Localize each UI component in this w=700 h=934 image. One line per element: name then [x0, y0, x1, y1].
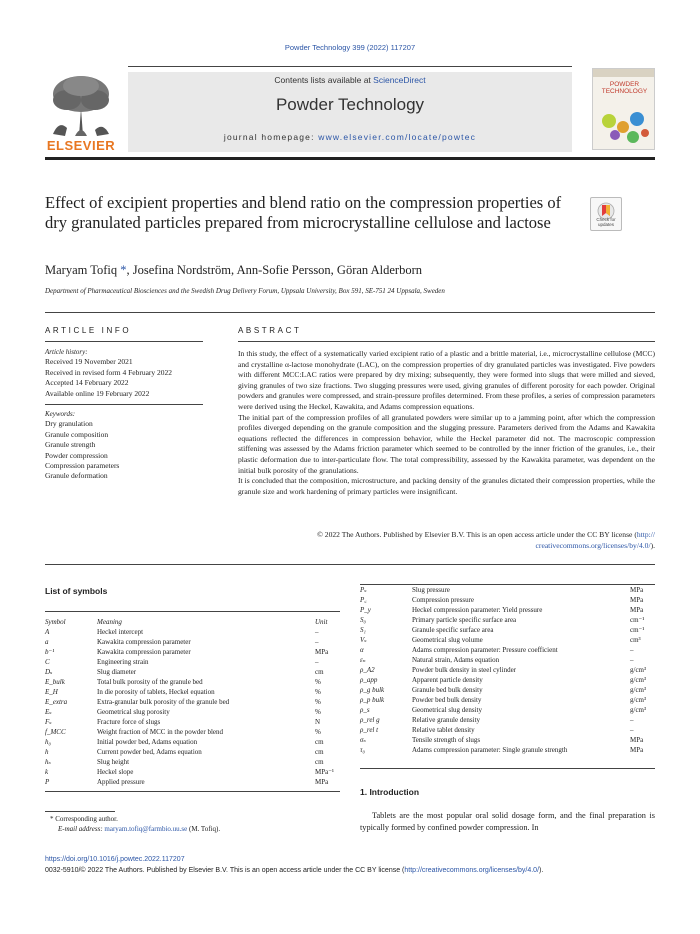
author-list [45, 263, 422, 278]
meaning-cell: Geometrical slug porosity [97, 708, 170, 716]
symbol-cell: ρ_A2 [360, 666, 375, 674]
unit-cell: % [315, 698, 321, 706]
header-bottom-rule [45, 157, 655, 160]
symbols-bottom-rule [45, 791, 340, 792]
elsevier-wordmark: ELSEVIER [46, 138, 116, 153]
symbol-cell: P_y [360, 606, 371, 614]
unit-cell: % [315, 728, 321, 736]
journal-name: Powder Technology [275, 95, 425, 114]
unit-cell: MPa [315, 648, 329, 656]
unit-cell: g/cm³ [630, 706, 647, 714]
meaning-cell: Current powder bed, Adams equation [97, 748, 202, 756]
symbol-cell: σₛ [360, 736, 366, 744]
corresponding-note: * Corresponding author. [50, 815, 118, 823]
symbol-cell: ρ_p bulk [360, 696, 385, 704]
section-divider [45, 312, 655, 313]
symbol-row [45, 707, 340, 717]
keywords-label: Keywords: [45, 410, 76, 418]
unit-cell: cm [315, 738, 324, 746]
unit-cell: – [315, 638, 319, 646]
symbol-row [45, 687, 340, 697]
unit-cell: cm⁻¹ [630, 626, 645, 634]
symbol-cell: τ₀ [360, 746, 365, 754]
meaning-cell: Powder bulk density in steel cylinder [412, 666, 517, 674]
unit-cell: g/cm³ [630, 676, 647, 684]
symbol-row [360, 615, 655, 625]
article-info-rule [45, 341, 203, 342]
symbol-row [45, 667, 340, 677]
symbol-cell: P [45, 778, 50, 786]
symbol-cell: hₛ [45, 758, 51, 766]
keyword: Granule composition [45, 429, 109, 439]
meaning-cell: Relative granule density [412, 716, 481, 724]
keywords-rule [45, 404, 203, 405]
symbol-row [45, 637, 340, 647]
meaning-cell: Adams compression parameter: Pressure coefficient [412, 646, 558, 654]
symbol-row [360, 595, 655, 605]
meaning-cell: Initial powder bed, Adams equation [97, 738, 198, 746]
meaning-cell: Weight fraction of MCC in the powder blend [97, 728, 223, 736]
keywords-list [45, 409, 203, 482]
symbol-cell: h [45, 748, 49, 756]
symbol-row [45, 657, 340, 667]
unit-cell: MPa [630, 586, 644, 594]
meaning-cell: Primary particle specific surface area [412, 616, 517, 624]
meaning-cell: Adams compression parameter: Single granule strength [412, 746, 568, 754]
symbol-cell: a [45, 638, 49, 646]
symbol-cell: Pₛ [360, 586, 367, 594]
keyword: Compression parameters [45, 461, 120, 471]
symbol-cell: E_bulk [45, 678, 65, 686]
sciencedirect-link[interactable]: ScienceDirect [373, 75, 426, 85]
unit-cell: g/cm³ [630, 666, 647, 674]
symbol-row [360, 715, 655, 725]
symbol-row [45, 727, 340, 737]
symbol-row [45, 677, 340, 687]
corresponding-author-mark[interactable]: * [120, 263, 127, 277]
author-name[interactable]: Maryam Tofiq [45, 263, 121, 277]
symbol-row [360, 745, 655, 755]
symbol-row [360, 665, 655, 675]
unit-cell: % [315, 708, 321, 716]
symbol-cell: ρ_s [360, 706, 370, 714]
meaning-cell: Applied pressure [97, 778, 145, 786]
contents-line: Contents lists available at ScienceDirect [274, 75, 426, 85]
symbols-right-bottom-rule [360, 768, 655, 769]
symbol-cell: E_H [45, 688, 58, 696]
symbol-cell: C [45, 658, 50, 666]
symbol-row [360, 705, 655, 715]
meaning-cell: In die porosity of tablets, Heckel equation [97, 688, 215, 696]
column-header: Meaning [97, 618, 122, 626]
symbol-row [45, 717, 340, 727]
affiliation: Department of Pharmaceutical Biosciences and the Swedish Drug Delivery Forum, Uppsala University, Box 591, SE-751 24 Uppsala, Sweden [45, 287, 445, 295]
meaning-cell: Slug diameter [97, 668, 137, 676]
unit-cell: – [630, 656, 634, 664]
check-updates-label: Check for updates [596, 217, 616, 227]
unit-cell: MPa [630, 596, 644, 604]
header-top-rule [128, 66, 572, 67]
symbol-row [360, 585, 655, 595]
unit-cell: MPa [630, 606, 644, 614]
unit-cell: cm [315, 748, 324, 756]
history-label: Article history: [45, 348, 88, 356]
introduction-text: Tablets are the most popular oral solid dosage form, and the final preparation is typically formed by confined powder compression. In [360, 811, 655, 832]
meaning-cell: Relative tablet density [412, 726, 475, 734]
unit-cell: cm⁻¹ [630, 616, 645, 624]
symbol-row [45, 757, 340, 767]
symbols-table-left [45, 617, 340, 787]
abstract-rule [238, 341, 655, 342]
footnote-rule [45, 811, 115, 812]
symbol-cell: Fₛ [45, 718, 52, 726]
unit-cell: MPa⁻¹ [315, 768, 335, 776]
meaning-cell: Kawakita compression parameter [97, 648, 191, 656]
symbol-cell: ρ_app [360, 676, 378, 684]
unit-cell: MPa [315, 778, 329, 786]
abstract-bottom-rule [45, 564, 655, 565]
symbol-cell: Vₛ [360, 636, 367, 644]
journal-header [128, 72, 572, 152]
abstract-heading: ABSTRACT [238, 326, 302, 335]
symbol-row [360, 735, 655, 745]
symbol-row [45, 747, 340, 757]
symbol-cell: S₁ [360, 626, 366, 634]
unit-cell: % [315, 688, 321, 696]
article-history [45, 347, 203, 399]
symbol-cell: A [45, 628, 50, 636]
symbol-row [360, 685, 655, 695]
symbol-row [45, 767, 340, 777]
journal-cover-image[interactable] [592, 68, 655, 150]
column-header: Symbol [45, 618, 66, 626]
symbol-row [45, 647, 340, 657]
journal-homepage-link[interactable]: www.elsevier.com/locate/powtec [318, 132, 477, 142]
symbol-row [360, 635, 655, 645]
meaning-cell: Heckel intercept [97, 628, 144, 636]
symbol-row [45, 737, 340, 747]
symbol-row [45, 627, 340, 637]
unit-cell: – [630, 726, 634, 734]
symbol-row [45, 697, 340, 707]
unit-cell: N [315, 718, 321, 726]
symbol-row [360, 725, 655, 735]
keyword: Powder compression [45, 450, 108, 460]
symbol-row [360, 675, 655, 685]
unit-cell: % [315, 678, 321, 686]
keyword: Dry granulation [45, 419, 93, 429]
license-statement: © 2022 The Authors. Published by Elsevier B.V. This is an open access article under the CC BY license (http:// creativecommons.org/licenses/by/4.0/). [317, 530, 655, 550]
symbol-cell: h₀ [45, 738, 51, 746]
symbol-cell: ρ_rel g [360, 716, 380, 724]
symbol-row [45, 777, 340, 787]
unit-cell: – [315, 628, 319, 636]
cover-title: POWDER TECHNOLOGY [601, 81, 648, 95]
symbol-cell: k [45, 768, 49, 776]
symbol-row [360, 645, 655, 655]
symbol-row [360, 655, 655, 665]
symbol-cell: E_extra [45, 698, 68, 706]
meaning-cell: Fracture force of slugs [97, 718, 161, 726]
unit-cell: g/cm³ [630, 696, 647, 704]
unit-cell: cm [315, 758, 324, 766]
history-item: Received 19 November 2021 [45, 357, 133, 367]
email-link[interactable]: maryam.tofiq@farmbio.uu.se [104, 825, 188, 833]
column-header: Unit [315, 618, 328, 626]
introduction-heading: 1. Introduction [360, 787, 420, 797]
abstract-paragraph: The initial part of the compression profiles of all granulated powders were similar up to a jamming point, after which the compression profiles diverged depending on the granule composition and the slugging pressure. Parameters derived from the Adams and Kawakita equations reflected the differences in compression behavior, while the Heckel parameter did not. The macroscopic compression stiffening was assessed by the Adams friction parameter which seemed to be controlled by the inner friction of the granules, i.e., their plastic deformation due to inter-particulate flow. The total compressibility, assessed by the Kawakita parameter, was dependent on the initial bulk porosity of the granulations. [238, 412, 655, 475]
meaning-cell: Geometrical slug density [412, 706, 482, 714]
meaning-cell: Tensile strength of slugs [412, 736, 481, 744]
symbol-cell: Dₛ [45, 668, 53, 676]
article-title: Effect of excipient properties and blend ratio on the compression properties of dry granulated particles prepared from microcrystalline cellulose and lactose [45, 193, 562, 232]
symbol-cell: α [360, 646, 364, 654]
unit-cell: MPa [630, 746, 644, 754]
symbol-cell: εₙ [360, 656, 366, 664]
unit-cell: cm³ [630, 636, 641, 644]
history-item: Received in revised form 4 February 2022 [45, 367, 173, 377]
meaning-cell: Granule specific surface area [412, 626, 494, 634]
symbol-cell: f_MCC [45, 728, 66, 736]
license-link-cont[interactable]: creativecommons.org/licenses/by/4.0/ [535, 540, 651, 550]
abstract-body [238, 349, 655, 497]
meaning-cell: Heckel slope [97, 768, 134, 776]
footer-license-link[interactable]: http://creativecommons.org/licenses/by/4.0/ [404, 867, 540, 874]
keyword: Granule deformation [45, 471, 108, 481]
meaning-cell: Natural strain, Adams equation [412, 656, 500, 664]
symbol-cell: b⁻¹ [45, 648, 55, 656]
symbols-title: List of symbols [45, 586, 108, 596]
meaning-cell: Apparent particle density [412, 676, 483, 684]
email-note: E-mail address: maryam.tofiq@farmbio.uu.se (M. Tofiq). [58, 825, 221, 833]
article-info-heading: ARTICLE INFO [45, 326, 132, 335]
abstract-paragraph: It is concluded that the composition, microstructure, and packing density of the granules dictated their compression properties, while the granule size and work hardening of primary particles were insignificant. [238, 476, 655, 496]
symbol-cell: Eₛ [45, 708, 52, 716]
issn-license-line: 0032-5910/© 2022 The Authors. Published by Elsevier B.V. This is an open access article under the CC BY license (http://creativecommons.org/licenses/by/4.0/). [45, 867, 544, 874]
symbol-row [360, 695, 655, 705]
unit-cell: – [630, 646, 634, 654]
homepage-line: journal homepage: www.elsevier.com/locate/powtec [223, 132, 477, 142]
unit-cell: g/cm³ [630, 686, 647, 694]
symbol-cell: ρ_g bulk [360, 686, 385, 694]
meaning-cell: Granule bed bulk density [412, 686, 483, 694]
check-for-updates-button[interactable] [590, 197, 622, 231]
symbol-cell: P꜀ [360, 596, 367, 604]
meaning-cell: Powder bed bulk density [412, 696, 482, 704]
journal-citation[interactable]: Powder Technology 399 (2022) 117207 [284, 43, 416, 52]
symbol-cell: S₀ [360, 616, 366, 624]
meaning-cell: Extra-granular bulk porosity of the granule bed [97, 698, 230, 706]
meaning-cell: Total bulk porosity of the granule bed [97, 678, 203, 686]
abstract-paragraph: In this study, the effect of a systematically varied excipient ratio of a plastic and a brittle material, i.e., microcrystalline cellulose (MCC) and crystalline α-lactose monohydrate (LAC), on the compression properties of dry granulated particles was investigated. Five powders with different MCC:LAC ratios were prepared by dry mixing; subsequently, they were formed into slugs that were milled and sieved, giving granules of two size fractions. Two slugging pressures were used, giving granules of different porosity for each powder. Original powders and granules were compressed, and strain-pressure profiles determined. From these profiles, a series of compression parameters were derived using the Heckel, Kawakita, and Adams compression equations. [238, 349, 655, 411]
meaning-cell: Geometrical slug volume [412, 636, 483, 644]
meaning-cell: Slug pressure [412, 586, 450, 594]
unit-cell: cm [315, 668, 324, 676]
meaning-cell: Heckel compression parameter: Yield pressure [412, 606, 543, 614]
unit-cell: MPa [630, 736, 644, 744]
symbol-row [360, 625, 655, 635]
symbols-top-rule [45, 611, 340, 612]
symbol-cell: ρ_rel t [360, 726, 379, 734]
unit-cell: – [315, 658, 319, 666]
meaning-cell: Engineering strain [97, 658, 149, 666]
history-item: Accepted 14 February 2022 [45, 378, 129, 388]
meaning-cell: Slug height [97, 758, 130, 766]
license-link[interactable]: http:// [636, 530, 655, 539]
symbol-row [360, 605, 655, 615]
symbols-table-right [360, 585, 655, 755]
doi-link[interactable]: https://doi.org/10.1016/j.powtec.2022.117207 [45, 856, 185, 863]
co-authors: , Josefina Nordström, Ann-Sofie Persson, Göran Alderborn [126, 263, 422, 277]
history-item: Available online 19 February 2022 [45, 388, 150, 398]
meaning-cell: Kawakita compression parameter [97, 638, 191, 646]
table-header-row [45, 617, 340, 627]
unit-cell: – [630, 716, 634, 724]
meaning-cell: Compression pressure [412, 596, 475, 604]
keyword: Granule strength [45, 440, 96, 450]
